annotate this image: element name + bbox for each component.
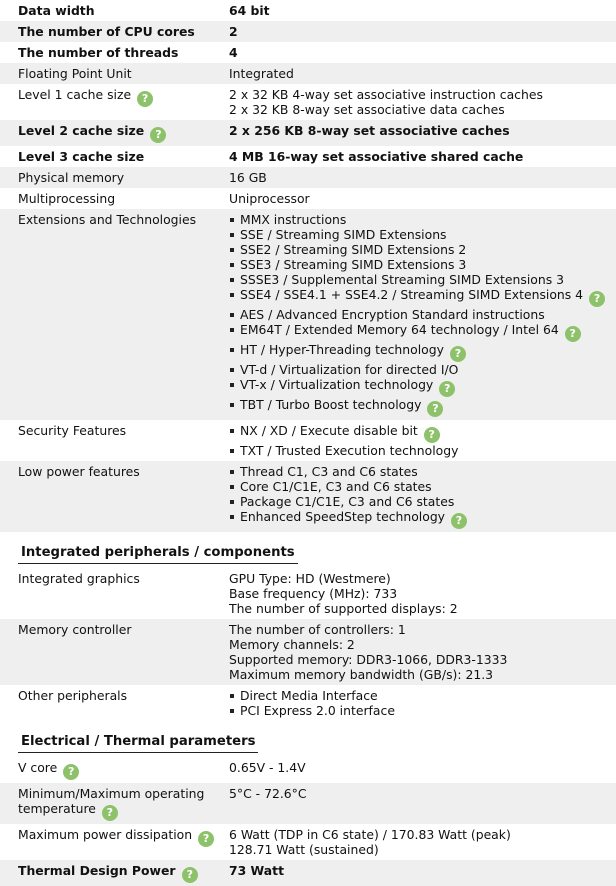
feature-item	[229, 494, 616, 509]
feature-text: Package C1/C1E, C3 and C6 states	[240, 494, 455, 509]
spec-value-line: 16 GB	[229, 170, 267, 185]
feature-text: SSE4 / SSE4.1 + SSE4.2 / Streaming SIMD Extensions 4	[240, 287, 584, 302]
spec-table-electrical	[0, 757, 616, 886]
spec-label-text: Physical memory	[18, 170, 125, 185]
spec-label-text: Floating Point Unit	[18, 66, 132, 81]
spec-value	[222, 783, 616, 824]
feature-text: SSE3 / Streaming SIMD Extensions 3	[240, 257, 467, 272]
spec-value	[222, 685, 616, 721]
feature-item	[229, 703, 616, 718]
spec-value	[222, 63, 616, 84]
feature-list	[229, 464, 616, 529]
spec-value-line: Maximum memory bandwidth (GB/s): 21.3	[229, 667, 494, 682]
spec-value-line: 2 x 32 KB 4-way set associative instruction caches	[229, 87, 543, 102]
spec-row	[0, 824, 616, 860]
spec-label	[0, 461, 222, 532]
feature-text: Core C1/C1E, C3 and C6 states	[240, 479, 432, 494]
spec-row	[0, 783, 616, 824]
spec-label	[0, 188, 222, 209]
help-icon[interactable]: ?	[589, 291, 605, 307]
spec-row	[0, 209, 616, 420]
feature-item	[229, 322, 616, 342]
help-icon[interactable]: ?	[182, 867, 198, 883]
feature-list	[229, 212, 616, 417]
feature-item	[229, 509, 616, 529]
feature-text: Thread C1, C3 and C6 states	[240, 464, 418, 479]
spec-table-peripherals	[0, 568, 616, 721]
spec-label-text: The number of CPU cores	[18, 24, 195, 39]
spec-value	[222, 120, 616, 146]
feature-text: AES / Advanced Encryption Standard instructions	[240, 307, 545, 322]
spec-label-text: Security Features	[18, 423, 127, 438]
spec-value	[222, 167, 616, 188]
spec-value-line: 4	[229, 45, 238, 60]
spec-value-line: 0.65V - 1.4V	[229, 760, 306, 775]
spec-row	[0, 461, 616, 532]
section-header-electrical	[0, 721, 616, 757]
spec-label	[0, 63, 222, 84]
spec-label	[0, 146, 222, 167]
feature-text: TXT / Trusted Execution technology	[240, 443, 459, 458]
spec-row	[0, 619, 616, 685]
feature-text: SSSE3 / Supplemental Streaming SIMD Extensions 3	[240, 272, 564, 287]
spec-label	[0, 757, 222, 783]
spec-label-text: Level 3 cache size	[18, 149, 145, 164]
spec-value	[222, 84, 616, 120]
spec-label	[0, 21, 222, 42]
spec-value	[222, 188, 616, 209]
spec-label	[0, 420, 222, 461]
spec-label-text: Integrated graphics	[18, 571, 140, 586]
help-icon[interactable]: ?	[198, 831, 214, 847]
spec-value-line: GPU Type: HD (Westmere)	[229, 571, 391, 586]
feature-item	[229, 464, 616, 479]
help-icon[interactable]: ?	[102, 805, 118, 821]
spec-row	[0, 42, 616, 63]
spec-row	[0, 84, 616, 120]
spec-label-text: V core	[18, 760, 58, 775]
spec-label	[0, 685, 222, 721]
spec-row	[0, 420, 616, 461]
spec-value-line: 2 x 256 KB 8-way set associative caches	[229, 123, 510, 138]
feature-text: Enhanced SpeedStep technology	[240, 509, 446, 524]
feature-list	[229, 688, 616, 718]
spec-label-text: Memory controller	[18, 622, 132, 637]
spec-value-line: Integrated	[229, 66, 294, 81]
spec-label	[0, 824, 222, 860]
feature-text: MMX instructions	[240, 212, 347, 227]
spec-row	[0, 63, 616, 84]
feature-text: PCI Express 2.0 interface	[240, 703, 395, 718]
feature-item	[229, 287, 616, 307]
feature-list	[229, 423, 616, 458]
feature-item	[229, 423, 616, 443]
spec-value	[222, 824, 616, 860]
spec-value	[222, 757, 616, 783]
spec-value-line: 5°C - 72.6°C	[229, 786, 307, 801]
feature-text: NX / XD / Execute disable bit	[240, 423, 418, 438]
spec-label-text: Level 2 cache size	[18, 123, 145, 138]
spec-value-line: Base frequency (MHz): 733	[229, 586, 398, 601]
help-icon[interactable]: ?	[439, 381, 455, 397]
feature-item	[229, 212, 616, 227]
section-title: Integrated peripherals / components	[18, 545, 298, 564]
spec-value-line: 2	[229, 24, 238, 39]
feature-text: TBT / Turbo Boost technology	[240, 397, 422, 412]
spec-value-line: 6 Watt (TDP in C6 state) / 170.83 Watt (peak)	[229, 827, 511, 842]
feature-item	[229, 362, 616, 377]
spec-value-line: 2 x 32 KB 8-way set associative data caches	[229, 102, 505, 117]
help-icon[interactable]: ?	[427, 401, 443, 417]
spec-row	[0, 860, 616, 886]
spec-row	[0, 568, 616, 619]
spec-value-line: Supported memory: DDR3-1066, DDR3-1333	[229, 652, 508, 667]
spec-value	[222, 146, 616, 167]
spec-label	[0, 619, 222, 685]
spec-value-line: Uniprocessor	[229, 191, 310, 206]
help-icon[interactable]: ?	[451, 513, 467, 529]
spec-label-text: Multiprocessing	[18, 191, 116, 206]
spec-label-text: The number of threads	[18, 45, 179, 60]
spec-label	[0, 84, 222, 120]
spec-value-line: The number of controllers: 1	[229, 622, 406, 637]
help-icon[interactable]: ?	[63, 764, 79, 780]
spec-row	[0, 685, 616, 721]
spec-value	[222, 420, 616, 461]
spec-value-line: The number of supported displays: 2	[229, 601, 458, 616]
feature-item	[229, 688, 616, 703]
feature-item	[229, 227, 616, 242]
feature-text: SSE / Streaming SIMD Extensions	[240, 227, 447, 242]
spec-label-text: Other peripherals	[18, 688, 128, 703]
spec-value-line: 4 MB 16-way set associative shared cache	[229, 149, 524, 164]
spec-value	[222, 461, 616, 532]
feature-text: SSE2 / Streaming SIMD Extensions 2	[240, 242, 467, 257]
feature-item	[229, 242, 616, 257]
section-header-peripherals	[0, 532, 616, 568]
feature-item	[229, 479, 616, 494]
help-icon[interactable]: ?	[450, 346, 466, 362]
help-icon[interactable]: ?	[137, 91, 153, 107]
spec-value	[222, 21, 616, 42]
spec-label-text: Minimum/Maximum operating temperature	[18, 786, 205, 816]
spec-label-text: Thermal Design Power	[18, 863, 176, 878]
spec-label	[0, 120, 222, 146]
feature-text: EM64T / Extended Memory 64 technology / Intel 64	[240, 322, 559, 337]
spec-value-line: 128.71 Watt (sustained)	[229, 842, 379, 857]
feature-item	[229, 443, 616, 458]
spec-row	[0, 167, 616, 188]
spec-value	[222, 42, 616, 63]
section-title: Electrical / Thermal parameters	[18, 734, 258, 753]
feature-text: Direct Media Interface	[240, 688, 378, 703]
spec-label-text: Level 1 cache size	[18, 87, 132, 102]
spec-value-line: 73 Watt	[229, 863, 284, 878]
spec-label	[0, 0, 222, 21]
spec-label	[0, 42, 222, 63]
feature-text: VT-d / Virtualization for directed I/O	[240, 362, 459, 377]
spec-value	[222, 568, 616, 619]
spec-row	[0, 21, 616, 42]
spec-value	[222, 209, 616, 420]
spec-label-text: Data width	[18, 3, 95, 18]
spec-value-line: Memory channels: 2	[229, 637, 355, 652]
feature-text: VT-x / Virtualization technology	[240, 377, 434, 392]
spec-label	[0, 167, 222, 188]
spec-row	[0, 757, 616, 783]
help-icon[interactable]: ?	[565, 326, 581, 342]
spec-label	[0, 209, 222, 420]
feature-item	[229, 397, 616, 417]
spec-label-text: Maximum power dissipation	[18, 827, 193, 842]
spec-label	[0, 783, 222, 824]
spec-row	[0, 120, 616, 146]
spec-label	[0, 860, 222, 886]
help-icon[interactable]: ?	[424, 427, 440, 443]
spec-row	[0, 146, 616, 167]
feature-item	[229, 272, 616, 287]
spec-row	[0, 0, 616, 21]
feature-item	[229, 257, 616, 272]
spec-value-line: 64 bit	[229, 3, 270, 18]
spec-label-text: Extensions and Technologies	[18, 212, 197, 227]
spec-row	[0, 188, 616, 209]
spec-value	[222, 619, 616, 685]
spec-label	[0, 568, 222, 619]
spec-value	[222, 860, 616, 886]
feature-text: HT / Hyper-Threading technology	[240, 342, 444, 357]
feature-item	[229, 377, 616, 397]
feature-item	[229, 307, 616, 322]
spec-value	[222, 0, 616, 21]
spec-label-text: Low power features	[18, 464, 140, 479]
feature-item	[229, 342, 616, 362]
help-icon[interactable]: ?	[150, 127, 166, 143]
